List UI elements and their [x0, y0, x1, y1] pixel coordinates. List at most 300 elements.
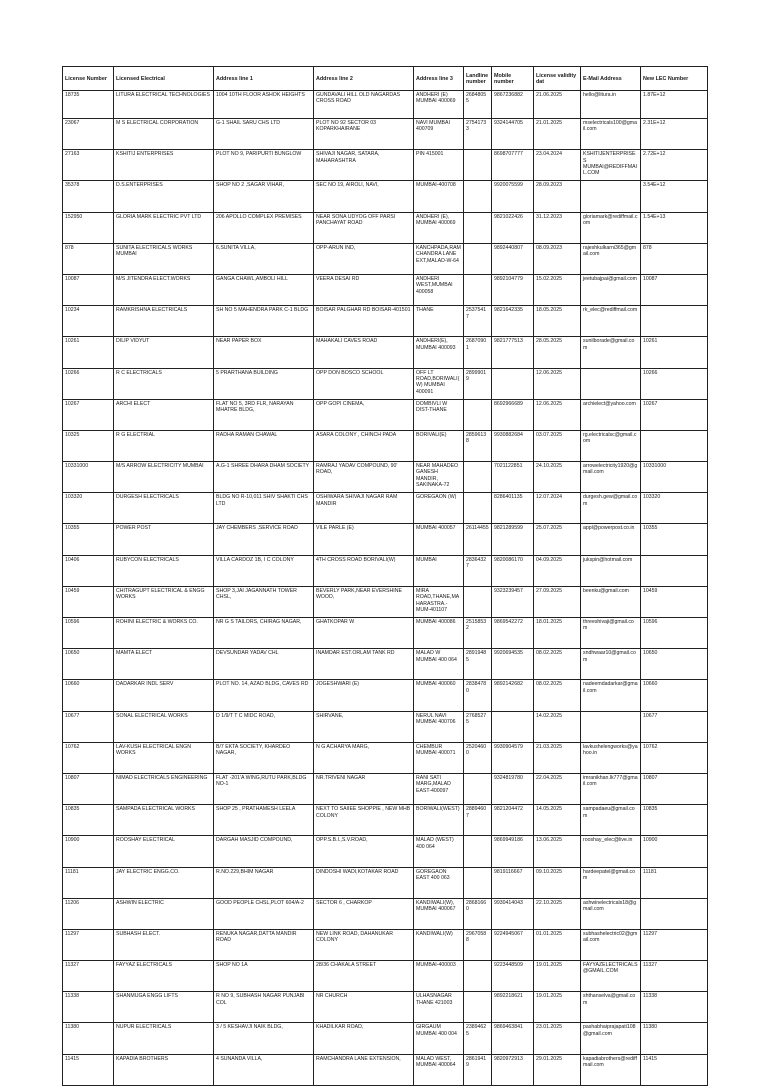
- cell-mobile-number: 9930904579: [492, 742, 534, 773]
- cell-email-address: [581, 181, 641, 212]
- cell-licensed-electrical: M/S JITENDRA ELECT.WORKS: [114, 274, 214, 305]
- cell-license-validity: 19.01.2025: [534, 992, 581, 1023]
- cell-licensed-electrical: GLORIA MARK ELECTRIC PVT LTD: [114, 212, 214, 243]
- cell-address-line-2: RAMCHANDRA LANE EXTENSION,: [314, 1054, 414, 1085]
- cell-email-address: imranikhan.lk777@gmail.com: [581, 773, 641, 804]
- cell-address-line-2: NR.TRIVENI NAGAR: [314, 773, 414, 804]
- cell-address-line-3: MALAD WEST, MUMBAI 400064: [414, 1054, 464, 1085]
- cell-license-validity: 13.06.2025: [534, 836, 581, 867]
- cell-new-lec-number: 11415: [641, 1054, 708, 1085]
- cell-address-line-3: DOMBIVLI W DIST-THANE: [414, 399, 464, 430]
- cell-landline-number: 27541733: [464, 119, 492, 150]
- cell-license-number: 10325: [63, 430, 114, 461]
- header-license-validity: License validity dat: [534, 67, 581, 91]
- cell-email-address: lavkushelengworks@yahoo.in: [581, 742, 641, 773]
- cell-address-line-2: NEAR SONA UDYOG OFF PARSI PANCHAYAT ROAD: [314, 212, 414, 243]
- cell-email-address: subhashelectric02@gmail.com: [581, 929, 641, 960]
- cell-landline-number: 28919485: [464, 649, 492, 680]
- cell-license-validity: 14.05.2025: [534, 805, 581, 836]
- cell-mobile-number: 9223448509: [492, 961, 534, 992]
- cell-licensed-electrical: ROHINI ELECTRIC & WORKS CO.: [114, 618, 214, 649]
- cell-license-number: 11338: [63, 992, 114, 1023]
- cell-licensed-electrical: RUBYCON ELECTRICALS: [114, 555, 214, 586]
- cell-licensed-electrical: SUBHASH ELECT.: [114, 929, 214, 960]
- cell-address-line-3: MUMBAI 400086: [414, 618, 464, 649]
- header-address-line-1: Address line 1: [214, 67, 314, 91]
- cell-license-number: 878: [63, 243, 114, 274]
- cell-license-validity: 22.10.2025: [534, 898, 581, 929]
- table-row: [63, 119, 708, 150]
- cell-email-address: hello@litura.in: [581, 91, 641, 119]
- cell-address-line-2: NR CHURCH: [314, 992, 414, 1023]
- cell-address-line-3: ANDHERI(E), MUMBAI 400093: [414, 337, 464, 368]
- cell-landline-number: 25158532: [464, 618, 492, 649]
- cell-mobile-number: 9819116667: [492, 867, 534, 898]
- cell-license-validity: 09.10.2025: [534, 867, 581, 898]
- cell-new-lec-number: 1.87E+12: [641, 91, 708, 119]
- table-row: [63, 773, 708, 804]
- cell-landline-number: [464, 462, 492, 493]
- cell-licensed-electrical: RAMKRISHNA ELECTRICALS: [114, 306, 214, 337]
- cell-mobile-number: [492, 368, 534, 399]
- cell-address-line-3: ANDHERI (E), MUMBAI 400069: [414, 212, 464, 243]
- cell-address-line-3: MUMBAI-400708: [414, 181, 464, 212]
- cell-address-line-2: RAMRAJ YADAV COMPOUND, 90' ROAD,: [314, 462, 414, 493]
- cell-address-line-2: 28/36 CHAKALA STREET: [314, 961, 414, 992]
- table-row: [63, 618, 708, 649]
- cell-address-line-2: OPP GOPI CINEMA,: [314, 399, 414, 430]
- cell-address-line-3: MALAD (WEST) 400 064: [414, 836, 464, 867]
- license-table: [62, 66, 708, 1086]
- cell-landline-number: 28364327: [464, 555, 492, 586]
- cell-address-line-2: VEERA DESAI RD: [314, 274, 414, 305]
- cell-email-address: hardeepatel@gmail.com: [581, 867, 641, 898]
- cell-email-address: sunilborade@gmail.com: [581, 337, 641, 368]
- table-row: [63, 493, 708, 524]
- cell-new-lec-number: 10331000: [641, 462, 708, 493]
- cell-landline-number: [464, 274, 492, 305]
- cell-address-line-2: 4TH CROSS ROAD BORIVALI(W): [314, 555, 414, 586]
- cell-landline-number: [464, 243, 492, 274]
- cell-mobile-number: 9224945067: [492, 929, 534, 960]
- table-row: [63, 150, 708, 181]
- cell-license-number: 11181: [63, 867, 114, 898]
- cell-address-line-3: THANE: [414, 306, 464, 337]
- cell-license-number: 10762: [63, 742, 114, 773]
- cell-address-line-3: CHEMBUR MUMBAI 400071: [414, 742, 464, 773]
- cell-email-address: rg.electricalsc@gmail.com: [581, 430, 641, 461]
- cell-licensed-electrical: M/S ARROW ELECTRICITY MUMBAI: [114, 462, 214, 493]
- cell-licensed-electrical: M S ELECTRICAL CORPORATION: [114, 119, 214, 150]
- cell-new-lec-number: 10459: [641, 586, 708, 617]
- cell-license-validity: 12.07.2024: [534, 493, 581, 524]
- cell-email-address: rajeshkulkarni365@gmail.com: [581, 243, 641, 274]
- cell-email-address: arrowelectricity1920@gmail.com: [581, 462, 641, 493]
- cell-new-lec-number: 10266: [641, 368, 708, 399]
- table-row: [63, 524, 708, 555]
- table-row: [63, 1054, 708, 1085]
- cell-new-lec-number: 103320: [641, 493, 708, 524]
- cell-licensed-electrical: ROOSHAY ELECTRICAL: [114, 836, 214, 867]
- cell-licensed-electrical: DADARKAR INDL SERV: [114, 680, 214, 711]
- cell-address-line-2: OSHIWARA SHIVAJI NAGAR RAM MANDIR: [314, 493, 414, 524]
- cell-mobile-number: 9820086170: [492, 555, 534, 586]
- cell-address-line-2: GHATKOPAR W: [314, 618, 414, 649]
- cell-address-line-2: KHADILKAR ROAD,: [314, 1023, 414, 1054]
- cell-new-lec-number: [641, 306, 708, 337]
- cell-email-address: beenku@gmail.com: [581, 586, 641, 617]
- cell-licensed-electrical: SUNITA ELECTRICALS WORKS MUMBAI: [114, 243, 214, 274]
- cell-landline-number: [464, 836, 492, 867]
- cell-mobile-number: 8286401135: [492, 493, 534, 524]
- cell-licensed-electrical: DURGESH ELECTRICALS: [114, 493, 214, 524]
- cell-license-number: 10459: [63, 586, 114, 617]
- table-row: [63, 399, 708, 430]
- cell-address-line-1: A.G-1 SHREE DHARA DHAM SOCIETY: [214, 462, 314, 493]
- cell-new-lec-number: 10900: [641, 836, 708, 867]
- cell-licensed-electrical: FAYYAZ ELECTRICALS: [114, 961, 214, 992]
- cell-new-lec-number: 11338: [641, 992, 708, 1023]
- cell-address-line-2: SECTOR 6 , CHARKOP: [314, 898, 414, 929]
- cell-license-validity: 25.07.2025: [534, 524, 581, 555]
- table-row: [63, 181, 708, 212]
- cell-address-line-1: FLAT -201'A WING,RUTU PARK,BLDG NO-1: [214, 773, 314, 804]
- cell-address-line-2: SEC NO 19, AIROLI, NAVI,: [314, 181, 414, 212]
- cell-mobile-number: 9820972913: [492, 1054, 534, 1085]
- cell-email-address: mselectricals100@gmail.com: [581, 119, 641, 150]
- cell-address-line-3: GOREGAON (W): [414, 493, 464, 524]
- cell-licensed-electrical: NUPUR ELECTRICALS: [114, 1023, 214, 1054]
- cell-address-line-1: 4 SUNANDA VILLA,: [214, 1054, 314, 1085]
- cell-licensed-electrical: JAY ELECTRIC ENGG.CO.: [114, 867, 214, 898]
- cell-mobile-number: 9920075599: [492, 181, 534, 212]
- cell-address-line-2: PLOT NO 92 SECTOR 03 KOPARKHAIRANE: [314, 119, 414, 150]
- cell-address-line-3: MUMBAI-400003: [414, 961, 464, 992]
- table-row: [63, 867, 708, 898]
- cell-license-validity: 22.04.2025: [534, 773, 581, 804]
- cell-address-line-2: JOGESHWARI (E): [314, 680, 414, 711]
- cell-mobile-number: 9324819780: [492, 773, 534, 804]
- cell-address-line-2: OPP.S.B.I.,S.V.ROAD,: [314, 836, 414, 867]
- cell-license-number: 27163: [63, 150, 114, 181]
- cell-email-address: rooshay_elec@live.in: [581, 836, 641, 867]
- cell-landline-number: [464, 586, 492, 617]
- cell-mobile-number: 9821289599: [492, 524, 534, 555]
- cell-license-number: 18735: [63, 91, 114, 119]
- cell-landline-number: 25204600: [464, 742, 492, 773]
- cell-address-line-1: FLAT NO 5, 3RD FLR, NARAYAN MHATRE BLDG,: [214, 399, 314, 430]
- cell-mobile-number: 9892218621: [492, 992, 534, 1023]
- cell-license-validity: 01.01.2025: [534, 929, 581, 960]
- cell-license-validity: 21.01.2025: [534, 119, 581, 150]
- cell-license-number: 10261: [63, 337, 114, 368]
- cell-address-line-1: SH NO 5 MAHENDRA PARK C-1 BLDG: [214, 306, 314, 337]
- cell-landline-number: [464, 181, 492, 212]
- cell-landline-number: 26848055: [464, 91, 492, 119]
- cell-address-line-2: DINDOSHI WADI,KOTAKAR ROAD: [314, 867, 414, 898]
- cell-email-address: shthanselva@gmail.com: [581, 992, 641, 1023]
- cell-address-line-1: NR G S TAILORS, CHIRAG NAGAR,: [214, 618, 314, 649]
- cell-license-number: 10267: [63, 399, 114, 430]
- cell-address-line-3: MUMBAI: [414, 555, 464, 586]
- cell-landline-number: [464, 992, 492, 1023]
- cell-license-number: 23067: [63, 119, 114, 150]
- cell-license-number: 10331000: [63, 462, 114, 493]
- cell-new-lec-number: 11380: [641, 1023, 708, 1054]
- cell-landline-number: 27685275: [464, 711, 492, 742]
- cell-email-address: gloriamark@rediffmail.com: [581, 212, 641, 243]
- cell-licensed-electrical: LITURA ELECTRICAL TECHNOLOGIES: [114, 91, 214, 119]
- cell-address-line-3: NEAR MAHADEO GANESH MANDIR, SAKINAKA-72: [414, 462, 464, 493]
- header-address-line-3: Address line 3: [414, 67, 464, 91]
- cell-address-line-1: 5 PRARTHANA BUILDING: [214, 368, 314, 399]
- cell-email-address: nadeemdadarkar@gmail.com: [581, 680, 641, 711]
- table-row: [63, 961, 708, 992]
- cell-landline-number: 25375417: [464, 306, 492, 337]
- cell-address-line-1: DARGAH MASJID COMPOUND,: [214, 836, 314, 867]
- table-row: [63, 649, 708, 680]
- header-address-line-2: Address line 2: [314, 67, 414, 91]
- cell-landline-number: [464, 212, 492, 243]
- cell-address-line-2: OPP DON BOSCO SCHOOL: [314, 368, 414, 399]
- cell-license-number: 11380: [63, 1023, 114, 1054]
- cell-email-address: kapadiabrothers@rediffmail.com: [581, 1054, 641, 1085]
- cell-licensed-electrical: SHANMUGA ENGG LIFTS: [114, 992, 214, 1023]
- cell-license-validity: 12.06.2025: [534, 368, 581, 399]
- cell-mobile-number: 9324144705: [492, 119, 534, 150]
- cell-new-lec-number: 11297: [641, 929, 708, 960]
- cell-new-lec-number: 2.31E+12: [641, 119, 708, 150]
- cell-new-lec-number: 10660: [641, 680, 708, 711]
- cell-address-line-3: MALAD W MUMBAI 400 064: [414, 649, 464, 680]
- cell-landline-number: [464, 867, 492, 898]
- cell-mobile-number: 9920694535: [492, 649, 534, 680]
- cell-new-lec-number: [641, 898, 708, 929]
- cell-license-validity: 18.01.2025: [534, 618, 581, 649]
- cell-mobile-number: 9869463841: [492, 1023, 534, 1054]
- cell-mobile-number: 9892440807: [492, 243, 534, 274]
- cell-landline-number: 28681660: [464, 898, 492, 929]
- cell-licensed-electrical: KAPADIA BROTHERS: [114, 1054, 214, 1085]
- cell-licensed-electrical: D.S.ENTERPRISES: [114, 181, 214, 212]
- cell-address-line-2: BOISAR PALGHAR RD BOISAR-401501: [314, 306, 414, 337]
- cell-new-lec-number: 2.72E+12: [641, 150, 708, 181]
- cell-email-address: rk_elec@rediffmail.com: [581, 306, 641, 337]
- cell-email-address: sndhwaar10@gmail.com: [581, 649, 641, 680]
- cell-landline-number: 28999019: [464, 368, 492, 399]
- cell-license-validity: 15.02.2025: [534, 274, 581, 305]
- cell-address-line-1: JAY CHEMBERS ,SERVICE ROAD: [214, 524, 314, 555]
- cell-license-number: 10234: [63, 306, 114, 337]
- cell-address-line-1: RADHA RAMAN CHAWAL: [214, 430, 314, 461]
- cell-licensed-electrical: POWER POST: [114, 524, 214, 555]
- cell-license-validity: 27.09.2025: [534, 586, 581, 617]
- cell-landline-number: [464, 493, 492, 524]
- table-row: [63, 430, 708, 461]
- cell-license-number: 10355: [63, 524, 114, 555]
- cell-email-address: appl@powerpost.co.in: [581, 524, 641, 555]
- header-new-lec-number: New LEC Number: [641, 67, 708, 91]
- cell-new-lec-number: 10596: [641, 618, 708, 649]
- table-row: [63, 243, 708, 274]
- cell-mobile-number: 8698707777: [492, 150, 534, 181]
- cell-address-line-3: MUMBAI 400057: [414, 524, 464, 555]
- cell-license-number: 10596: [63, 618, 114, 649]
- cell-license-number: 152950: [63, 212, 114, 243]
- cell-address-line-2: N G ACHARYA MARG,: [314, 742, 414, 773]
- cell-licensed-electrical: SONAL ELECTRICAL WORKS: [114, 711, 214, 742]
- cell-license-number: 10266: [63, 368, 114, 399]
- cell-license-validity: 23.04.2024: [534, 150, 581, 181]
- cell-license-validity: 28.09.2023: [534, 181, 581, 212]
- cell-license-validity: 08.02.2025: [534, 649, 581, 680]
- table-row: [63, 805, 708, 836]
- cell-license-validity: 28.05.2025: [534, 337, 581, 368]
- table-row: [63, 91, 708, 119]
- cell-new-lec-number: [641, 555, 708, 586]
- cell-address-line-3: BORIVALI(E): [414, 430, 464, 461]
- cell-new-lec-number: 10355: [641, 524, 708, 555]
- cell-new-lec-number: 11181: [641, 867, 708, 898]
- cell-mobile-number: 9869542272: [492, 618, 534, 649]
- cell-address-line-2: VILE PARLE (E): [314, 524, 414, 555]
- cell-address-line-1: GANGA CHAWL,AMBOLI HILL: [214, 274, 314, 305]
- cell-address-line-1: SHOP 3,JAI JAGANNATH TOWER CHSL,: [214, 586, 314, 617]
- cell-license-validity: 04.09.2025: [534, 555, 581, 586]
- cell-email-address: [581, 711, 641, 742]
- cell-address-line-3: KANDIWALI(W), MUMBAI 400067: [414, 898, 464, 929]
- table-row: [63, 742, 708, 773]
- cell-address-line-3: ULHASNAGAR THANE 421003: [414, 992, 464, 1023]
- cell-license-number: 10807: [63, 773, 114, 804]
- cell-license-number: 10087: [63, 274, 114, 305]
- cell-landline-number: 28894607: [464, 805, 492, 836]
- cell-licensed-electrical: R G ELECTRIAL: [114, 430, 214, 461]
- cell-email-address: FAYYAZELECTRICALS@GMAIL.COM: [581, 961, 641, 992]
- cell-landline-number: 28596138: [464, 430, 492, 461]
- cell-email-address: jukspin@hotmail.com: [581, 555, 641, 586]
- cell-address-line-3: GIRGAUM MUMBAI 400 004: [414, 1023, 464, 1054]
- cell-new-lec-number: 10261: [641, 337, 708, 368]
- cell-mobile-number: 9869949186: [492, 836, 534, 867]
- cell-landline-number: [464, 399, 492, 430]
- cell-address-line-2: NEXT TO SAIIEE SHOPPIE , NEW MHB COLONY: [314, 805, 414, 836]
- cell-address-line-1: 6,SUNITA VILLA,: [214, 243, 314, 274]
- header-landline-number: Landline number: [464, 67, 492, 91]
- cell-mobile-number: 9892142682: [492, 680, 534, 711]
- cell-licensed-electrical: SAMPADA ELECTRICAL WORKS: [114, 805, 214, 836]
- cell-address-line-1: G-1 SHAIL SARU CHS LTD: [214, 119, 314, 150]
- cell-mobile-number: [492, 711, 534, 742]
- cell-license-number: 11327: [63, 961, 114, 992]
- cell-mobile-number: 8692966689: [492, 399, 534, 430]
- cell-licensed-electrical: KSHITIJ ENTERPRISES: [114, 150, 214, 181]
- header-license-number: License Number: [63, 67, 114, 91]
- header-licensed-electrical: Licensed Electrical: [114, 67, 214, 91]
- cell-email-address: threeshivaji@gmail.com: [581, 618, 641, 649]
- cell-license-number: 35378: [63, 181, 114, 212]
- cell-license-validity: 23.01.2025: [534, 1023, 581, 1054]
- cell-address-line-1: SHOP NO 1A: [214, 961, 314, 992]
- cell-new-lec-number: 10650: [641, 649, 708, 680]
- cell-licensed-electrical: ARCHI ELECT: [114, 399, 214, 430]
- table-row: [63, 929, 708, 960]
- cell-address-line-2: ASARA COLONY , CHINCH PADA: [314, 430, 414, 461]
- table-row: [63, 212, 708, 243]
- cell-address-line-1: 206 APOLLO COMPLEX PREMISES: [214, 212, 314, 243]
- cell-license-validity: 31.12.2023: [534, 212, 581, 243]
- table-row: [63, 586, 708, 617]
- cell-landline-number: 28384780: [464, 680, 492, 711]
- cell-address-line-1: 3 / 5 KESHAVJI NAIK BLDG,: [214, 1023, 314, 1054]
- table-row: [63, 1023, 708, 1054]
- cell-license-number: 103320: [63, 493, 114, 524]
- cell-landline-number: 26114455: [464, 524, 492, 555]
- table-row: [63, 680, 708, 711]
- cell-license-number: 11297: [63, 929, 114, 960]
- table-row: [63, 462, 708, 493]
- cell-license-number: 10835: [63, 805, 114, 836]
- cell-email-address: jeetubajpai@gmail.com: [581, 274, 641, 305]
- cell-mobile-number: 9821642335: [492, 306, 534, 337]
- cell-address-line-3: ANDHERI WEST,MUMBAI 400058: [414, 274, 464, 305]
- cell-license-validity: 14.02.2025: [534, 711, 581, 742]
- cell-address-line-1: R.NO.229,BHIM NAGAR: [214, 867, 314, 898]
- cell-address-line-3: MUMBAI 400060: [414, 680, 464, 711]
- cell-licensed-electrical: MAMTA ELECT: [114, 649, 214, 680]
- cell-mobile-number: 9930414043: [492, 898, 534, 929]
- cell-address-line-1: PLOT NO 9, PARIPURTI BUNGLOW: [214, 150, 314, 181]
- cell-licensed-electrical: R C ELECTRICALS: [114, 368, 214, 399]
- table-row: [63, 898, 708, 929]
- cell-address-line-3: KANDIWALI(W): [414, 929, 464, 960]
- cell-address-line-1: RENUKA NAGAR,DATTA MANDIR ROAD: [214, 929, 314, 960]
- cell-address-line-3: BORIWALI(WEST): [414, 805, 464, 836]
- cell-license-validity: 03.07.2025: [534, 430, 581, 461]
- cell-address-line-3: MIRA ROAD,THANE,MAHARASTRA.-MUM-401107: [414, 586, 464, 617]
- cell-landline-number: 26870901: [464, 337, 492, 368]
- cell-new-lec-number: 10267: [641, 399, 708, 430]
- cell-new-lec-number: 10807: [641, 773, 708, 804]
- cell-license-number: 11206: [63, 898, 114, 929]
- cell-mobile-number: 9821777513: [492, 337, 534, 368]
- cell-licensed-electrical: CHITRAGUPT ELECTRICAL & ENGG WORKS: [114, 586, 214, 617]
- table-row: [63, 836, 708, 867]
- cell-address-line-1: D 1/9/T T C MIDC ROAD,: [214, 711, 314, 742]
- cell-landline-number: 28619419: [464, 1054, 492, 1085]
- cell-license-validity: 19.01.2025: [534, 961, 581, 992]
- cell-new-lec-number: 878: [641, 243, 708, 274]
- cell-address-line-1: 1004 10TH FLOOR ASHOK HEIGHTS: [214, 91, 314, 119]
- cell-email-address: ashwinelectricals18@gmail.com: [581, 898, 641, 929]
- table-row: [63, 711, 708, 742]
- cell-address-line-1: PLOT NO. 14, AZAD BLDG, CAVES RD: [214, 680, 314, 711]
- cell-new-lec-number: [641, 430, 708, 461]
- cell-new-lec-number: 10677: [641, 711, 708, 742]
- cell-mobile-number: 7021122851: [492, 462, 534, 493]
- cell-licensed-electrical: NIMAD ELECTRICALS ENGINEERING: [114, 773, 214, 804]
- cell-license-number: 10650: [63, 649, 114, 680]
- cell-address-line-3: PIN 415001: [414, 150, 464, 181]
- cell-email-address: KSHITIJENTERPRISES MUMBAI@REDIFFMAIL.COM: [581, 150, 641, 181]
- cell-new-lec-number: 3.54E+12: [641, 181, 708, 212]
- cell-licensed-electrical: DILIP VIDYUT: [114, 337, 214, 368]
- cell-license-validity: 18.05.2025: [534, 306, 581, 337]
- cell-address-line-1: GOOD PEOPLE CHSL,PLOT 604/A-2: [214, 898, 314, 929]
- cell-license-number: 11415: [63, 1054, 114, 1085]
- cell-license-number: 10406: [63, 555, 114, 586]
- cell-address-line-1: B/7 EKTA SOCIETY, KHARDEO NAGAR,: [214, 742, 314, 773]
